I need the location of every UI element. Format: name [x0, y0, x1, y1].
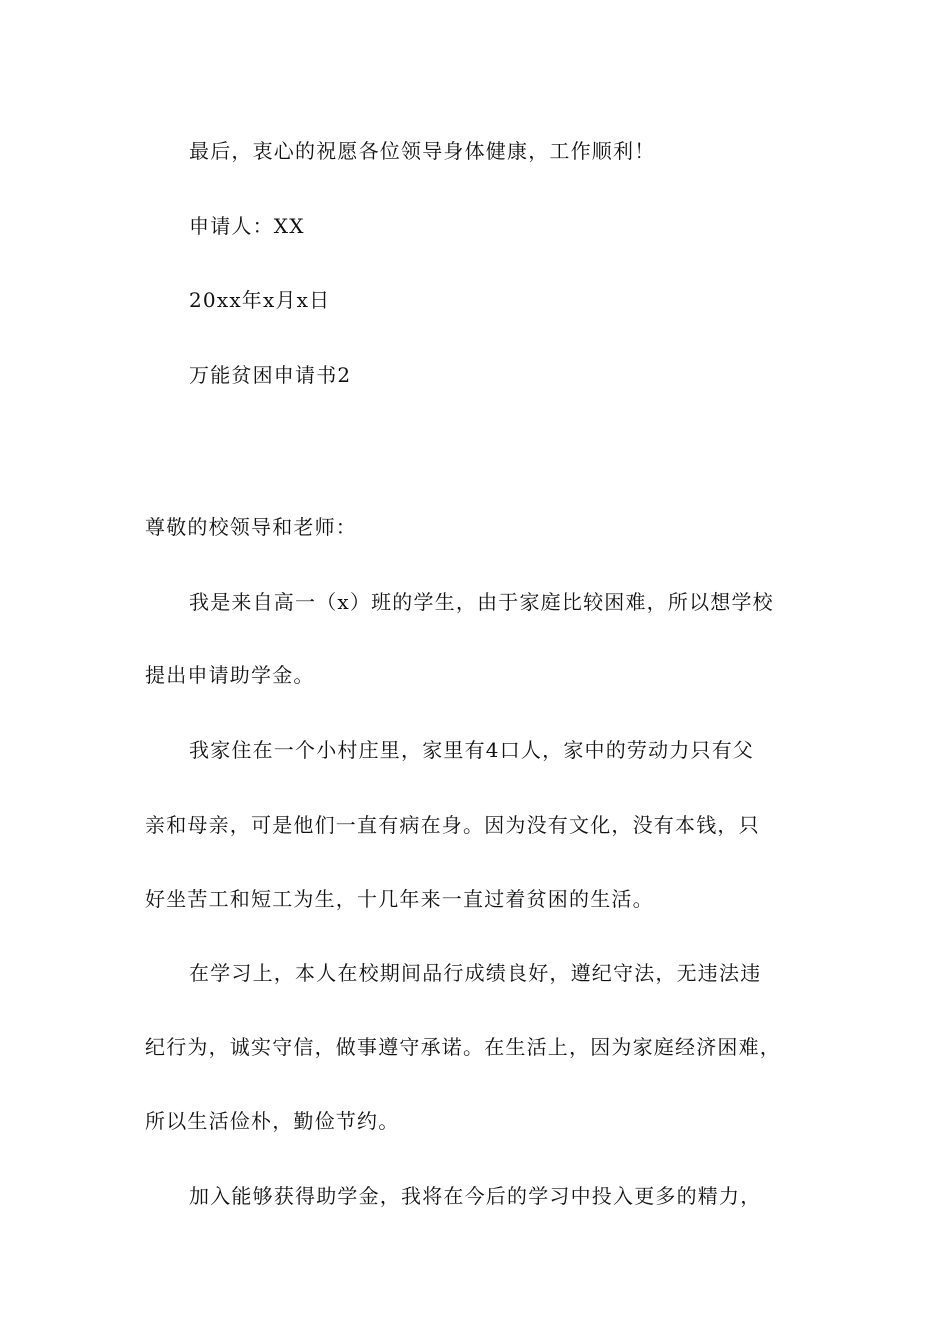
paragraph-line: 亲和母亲，可是他们一直有病在身。因为没有文化，没有本钱，只: [145, 813, 760, 837]
closing-wish: 最后，衷心的祝愿各位领导身体健康，工作顺利！: [189, 139, 656, 163]
paragraph-line: 我是来自高一（x）班的学生，由于家庭比较困难，所以想学校: [189, 590, 774, 614]
paragraph-line: 所以生活俭朴，勤俭节约。: [145, 1109, 400, 1133]
section-title: 万能贫困申请书2: [189, 363, 352, 387]
paragraph-line: 在学习上，本人在校期间品行成绩良好，遵纪守法，无违法违: [189, 961, 762, 985]
paragraph-line: 好坐苦工和短工为生，十几年来一直过着贫困的生活。: [145, 887, 654, 911]
paragraph-line: 我家住在一个小村庄里，家里有4口人，家中的劳动力只有父: [189, 738, 755, 762]
paragraph-line: 纪行为，诚实守信，做事遵守承诺。在生活上，因为家庭经济困难，: [145, 1035, 781, 1059]
paragraph-line: 加入能够获得助学金，我将在今后的学习中投入更多的精力，: [189, 1184, 762, 1208]
salutation: 尊敬的校领导和老师：: [145, 515, 357, 539]
date-line: 20xx年x月x日: [189, 288, 331, 312]
paragraph-line: 提出申请助学金。: [145, 663, 315, 687]
applicant-line: 申请人：XX: [189, 214, 305, 238]
